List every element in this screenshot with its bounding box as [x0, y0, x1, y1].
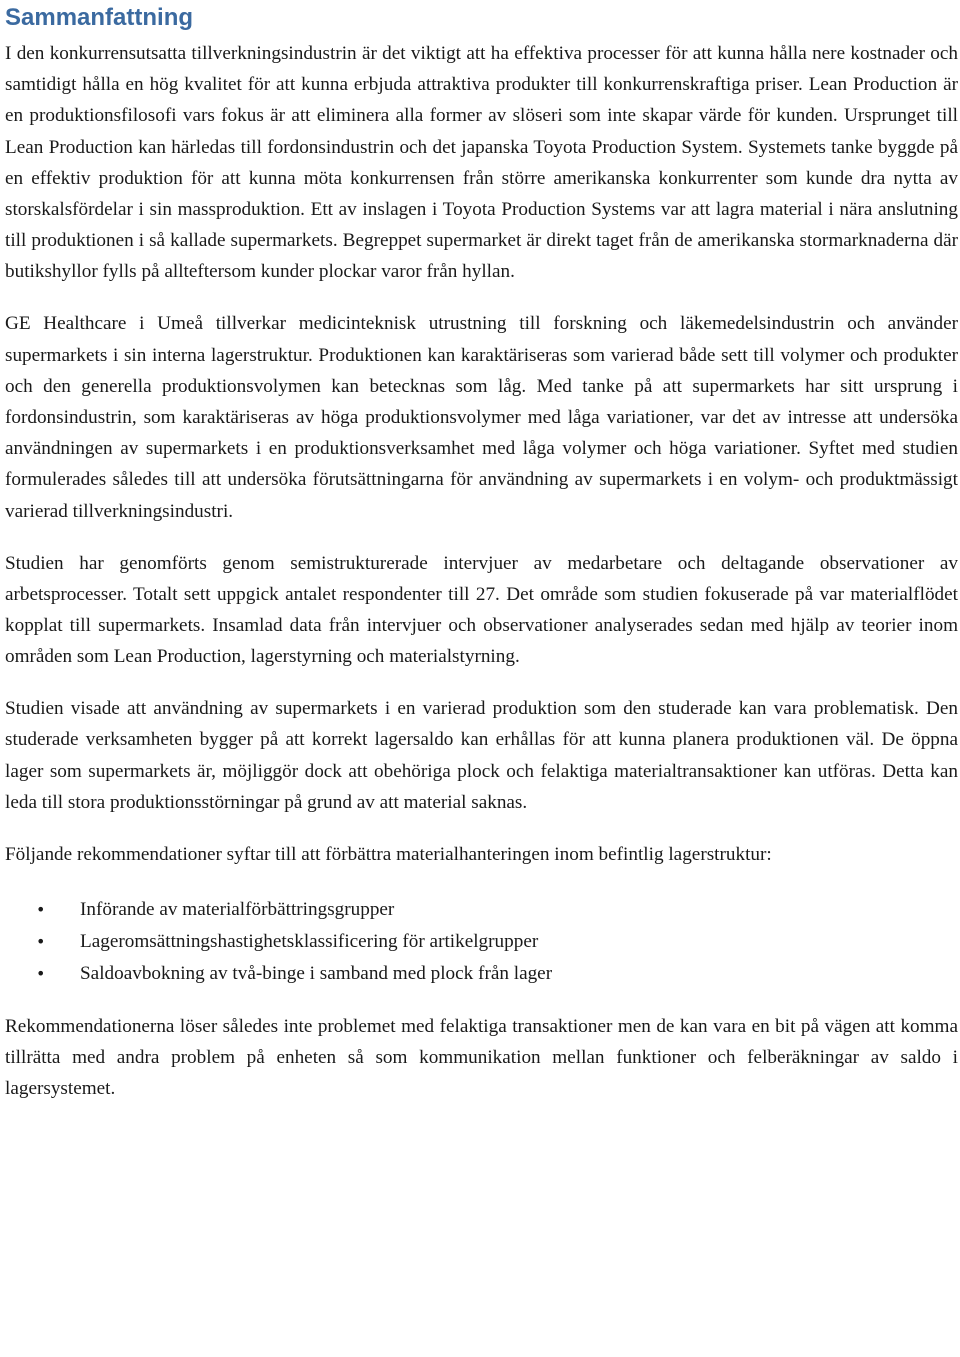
paragraph-recommendations-intro: Följande rekommendationer syftar till att förbättra materialhanteringen inom befintlig lagerstruktur: [5, 843, 772, 865]
list-item [5, 926, 958, 958]
list-item [5, 894, 958, 926]
list-item-text: Saldoavbokning av två-binge i samband med plock från lager [80, 963, 553, 985]
section-heading: Sammanfattning [5, 4, 194, 31]
paragraph-ge-healthcare: GE Healthcare i Umeå tillverkar medicinteknisk utrustning till forskning och läkemedelsindustrin och använder supermarkets i sin interna lagerstruktur. Produktionen kan karaktäriseras som varierad både sett till volymer och produkter och den generella produktionsvolymen kan betecknas som låg. Med tanke på att supermarkets har sitt ursprung i fordonsindustrin, som karaktäriseras av höga produktionsvolymer med låga variationer, var det av intresse att undersöka användningen av supermarkets i en produktionsverksamhet med låga volymer och höga variationer. Syftet med studien formulerades således till att undersöka förutsättningarna för användning av supermarkets i en volym- och produktmässigt varierad tillverkningsindustri. [5, 313, 958, 522]
paragraph-method: Studien har genomförts genom semistrukturerade intervjuer av medarbetare och deltagande observationer av arbetsprocesser. Totalt sett uppgick antalet respondenter till 27. Det område som studien fokuserade på var materialflödet kopplat till supermarkets. Insamlad data från intervjuer och observationer analyserades sedan med hjälp av teorier inom områden som Lean Production, lagerstyrning och materialstyrning. [5, 552, 958, 668]
list-item-text: Lageromsättningshastighetsklassificering för artikelgrupper [80, 931, 539, 953]
bullet-icon: • [36, 964, 46, 984]
bullet-icon: • [36, 900, 46, 920]
bullet-icon: • [36, 932, 46, 952]
document-page [5, 0, 958, 1105]
list-item-text: Införande av materialförbättringsgrupper [80, 899, 395, 921]
paragraph-intro: I den konkurrensutsatta tillverkningsindustrin är det viktigt att ha effektiva processer för att kunna hålla nere kostnader och samtidigt hålla en hög kvalitet för att kunna erbjuda attraktiva produkter till konkurrenskraftiga priser. Lean Production är en produktionsfilosofi vars fokus är att eliminera alla former av slöseri som inte skapar värde för kunden. Ursprunget till Lean Production kan härledas till fordonsindustrin och det japanska Toyota Production System. Systemets tanke byggde på en effektiv produktion för att kunna möta konkurrensen från större amerikanska konkurrenter som kunde dra nytta av storskalsfördelar i sin massproduktion. Ett av inslagen i Toyota Production Systems var att lagra material i nära anslutning till produktionen i så kallade supermarkets. Begreppet supermarket är direkt taget från de amerikanska stormarknaderna där butikshyllor fylls på allteftersom kunder plockar varor från hyllan. [5, 43, 958, 283]
recommendation-list [5, 894, 958, 990]
paragraph-results: Studien visade att användning av supermarkets i en varierad produktion som den studerade kan vara problematisk. Den studerade verksamheten bygger på att korrekt lagersaldo kan erhållas för att kunna planera produktionen väl. De öppna lager som supermarkets är, möjliggör dock att obehöriga plock och felaktiga materialtransaktioner kan utföras. Detta kan leda till stora produktionsstörningar på grund av att material saknas. [5, 698, 958, 813]
list-item [5, 958, 958, 990]
paragraph-closing: Rekommendationerna löser således inte problemet med felaktiga transaktioner men de kan vara en bit på vägen att komma tillrätta med andra problem på enheten så som kommunikation mellan funktioner och felberäkningar av saldo i lagersystemet. [5, 1016, 958, 1100]
